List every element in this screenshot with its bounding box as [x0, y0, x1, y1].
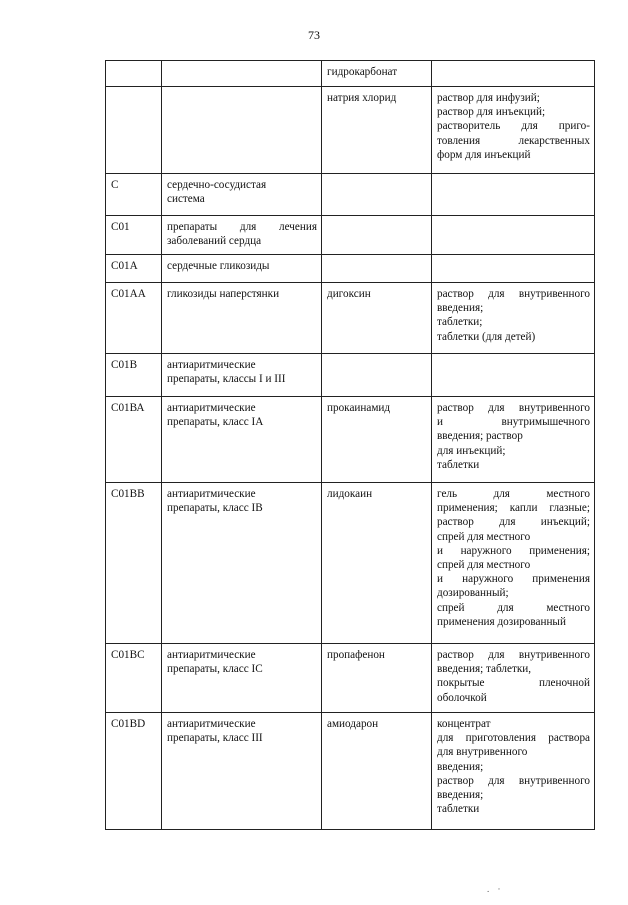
dosage-form-line: таблетки	[437, 458, 480, 471]
dosage-form-line: раствор для внутривенного	[437, 649, 590, 661]
table-row	[106, 87, 595, 174]
dosage-forms-cell	[432, 61, 595, 87]
dosage-form-line: введения; таблетки,	[437, 663, 532, 676]
atc-code-cell: С01ВС	[106, 644, 162, 713]
group-line: антиаритмические	[167, 649, 256, 661]
drug-name-cell: лидокаин	[322, 483, 432, 644]
anatomical-group-cell	[162, 174, 322, 216]
group-line: препараты, класс III	[167, 732, 263, 745]
page-number: 73	[308, 28, 320, 42]
drug-name-cell: пропафенон	[322, 644, 432, 713]
table-row	[106, 354, 595, 397]
group-line: антиаритмические	[167, 359, 256, 371]
atc-code-cell: С01ВВ	[106, 483, 162, 644]
group-line: антиаритмические	[167, 718, 256, 730]
dosage-form-line: гель для местного	[437, 488, 590, 500]
dosage-form-line: для внутривенного	[437, 746, 528, 759]
dosage-form-line: раствор для внутривенного	[437, 288, 590, 300]
dosage-form-line: раствор для инфузий;	[437, 92, 540, 104]
dosage-forms-cell	[432, 87, 595, 174]
dosage-form-line: и внутримышечного	[437, 416, 590, 429]
table-row	[106, 255, 595, 283]
atc-code-cell: С01	[106, 216, 162, 255]
anatomical-group-cell	[162, 713, 322, 830]
group-line: препараты для лечения	[167, 221, 317, 233]
drug-name-cell	[322, 354, 432, 397]
table-row	[106, 397, 595, 483]
group-line: препараты, класс IА	[167, 416, 264, 429]
dosage-form-line: оболочкой	[437, 691, 487, 704]
group-line: препараты, класс IC	[167, 663, 263, 676]
anatomical-group-cell	[162, 483, 322, 644]
dosage-form-line: и наружного применения;	[437, 544, 590, 557]
table-body	[106, 61, 595, 830]
anatomical-group-cell	[162, 216, 322, 255]
dosage-forms-cell	[432, 174, 595, 216]
drug-classification-table	[105, 60, 595, 830]
atc-code-cell: С01АА	[106, 283, 162, 354]
group-line: антиаритмические	[167, 402, 256, 414]
drug-name-cell	[322, 174, 432, 216]
atc-code-cell	[106, 87, 162, 174]
table-row	[106, 713, 595, 830]
dosage-form-line: концентрат	[437, 718, 491, 730]
dosage-forms-cell	[432, 644, 595, 713]
table-row	[106, 644, 595, 713]
dosage-form-line: введения; раствор	[437, 430, 523, 443]
dosage-form-line: спрей для местного	[437, 559, 531, 572]
drug-name-cell	[322, 216, 432, 255]
atc-code-cell: С01В	[106, 354, 162, 397]
dosage-forms-cell	[432, 397, 595, 483]
dosage-form-line: таблетки (для детей)	[437, 330, 536, 343]
atc-code-cell: С01ВD	[106, 713, 162, 830]
drug-name-cell: натрия хлорид	[322, 87, 432, 174]
dosage-form-line: для инъекций;	[437, 444, 506, 457]
anatomical-group-cell	[162, 644, 322, 713]
drug-name-cell: гидрокарбонат	[322, 61, 432, 87]
group-line: сердечные гликозиды	[167, 260, 270, 272]
table-row	[106, 61, 595, 87]
drug-name-cell: прокаинамид	[322, 397, 432, 483]
anatomical-group-cell	[162, 397, 322, 483]
dosage-form-line: растворитель для приго-	[437, 120, 590, 133]
atc-code-cell: С	[106, 174, 162, 216]
group-line: заболеваний сердца	[167, 235, 262, 248]
dosage-form-line: введения;	[437, 789, 484, 802]
anatomical-group-cell	[162, 255, 322, 283]
table-row	[106, 483, 595, 644]
dosage-form-line: спрей для местного	[437, 601, 590, 614]
dosage-forms-cell	[432, 255, 595, 283]
anatomical-group-cell	[162, 87, 322, 174]
drug-name-cell: амиодарон	[322, 713, 432, 830]
dosage-form-line: таблетки	[437, 803, 480, 816]
dosage-form-line: применения; капли глазные;	[437, 502, 590, 515]
dosage-form-line: товления лекарственных	[437, 134, 590, 147]
group-line: препараты, классы I и III	[167, 373, 286, 386]
dosage-form-line: таблетки;	[437, 316, 483, 329]
dosage-form-line: и наружного применения	[437, 573, 590, 586]
group-line: система	[167, 193, 205, 206]
dosage-forms-cell	[432, 483, 595, 644]
dosage-form-line: спрей для местного	[437, 530, 531, 543]
dosage-form-line: введения;	[437, 760, 484, 773]
group-line: антиаритмические	[167, 488, 256, 500]
table-row	[106, 216, 595, 255]
dosage-form-line: раствор для инъекций;	[437, 516, 590, 529]
dosage-form-line: раствор для внутривенного	[437, 774, 590, 787]
dosage-form-line: введения;	[437, 302, 484, 315]
dosage-forms-cell	[432, 283, 595, 354]
atc-code-cell: С01А	[106, 255, 162, 283]
group-line: сердечно-сосудистая	[167, 179, 267, 191]
atc-code-cell: С01ВА	[106, 397, 162, 483]
group-line: гликозиды наперстянки	[167, 288, 280, 300]
group-line: препараты, класс IB	[167, 502, 263, 515]
table-row	[106, 174, 595, 216]
dosage-forms-cell	[432, 354, 595, 397]
drug-name-cell	[322, 255, 432, 283]
dosage-form-line: форм для инъекций	[437, 148, 531, 161]
dosage-form-line: для приготовления раствора	[437, 732, 590, 745]
dosage-form-line: покрытые пленочной	[437, 677, 590, 690]
dosage-form-line: дозированный;	[437, 587, 509, 600]
anatomical-group-cell	[162, 283, 322, 354]
anatomical-group-cell	[162, 61, 322, 87]
atc-code-cell	[106, 61, 162, 87]
scan-artifact: . ·	[487, 884, 504, 894]
drug-name-cell: дигоксин	[322, 283, 432, 354]
table-row	[106, 283, 595, 354]
dosage-form-line: раствор для инъекций;	[437, 106, 546, 119]
dosage-forms-cell	[432, 216, 595, 255]
dosage-form-line: раствор для внутривенного	[437, 402, 590, 414]
anatomical-group-cell	[162, 354, 322, 397]
dosage-forms-cell	[432, 713, 595, 830]
dosage-form-line: применения дозированный	[437, 615, 566, 628]
